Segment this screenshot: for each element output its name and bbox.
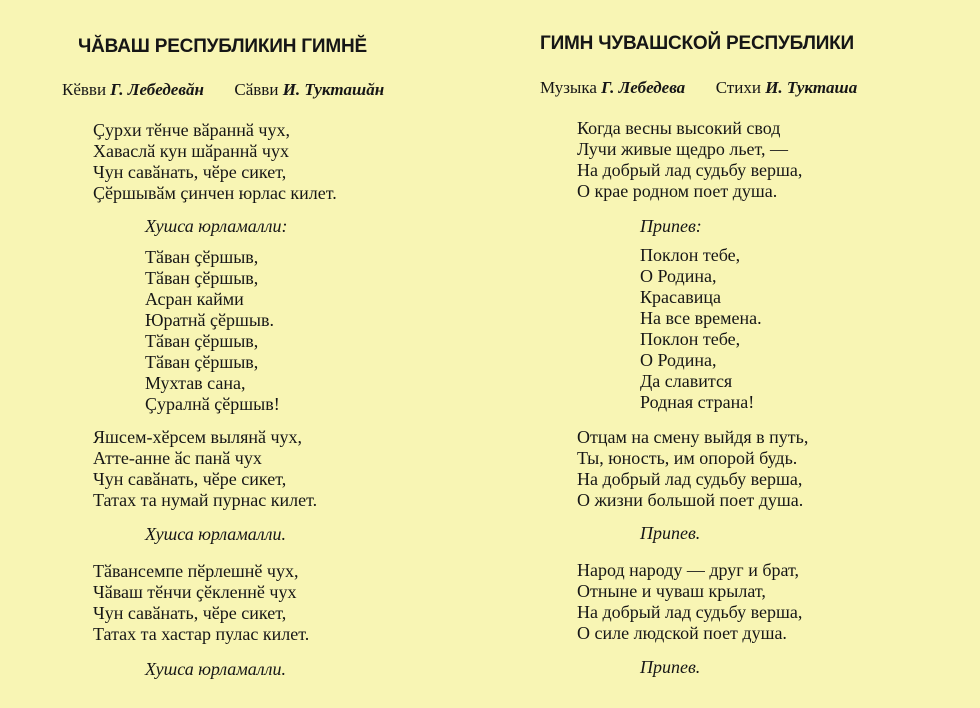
chuvash-credits	[62, 80, 384, 100]
verse-3	[577, 560, 802, 644]
russian-credits	[540, 78, 857, 98]
verse-1	[93, 120, 337, 204]
verse-line: Народ народу — друг и брат,	[577, 560, 800, 580]
lyricist-name: И. Тукташӑн	[282, 80, 385, 99]
refrain-label: Припев.	[640, 657, 701, 677]
verse-line: На добрый лад судьбу верша,	[577, 602, 803, 622]
refrain-label: Хушса юрламалли.	[145, 659, 286, 679]
verse-line: Чун савӑнать, чӗре сикет,	[93, 162, 287, 182]
verse-2	[93, 427, 317, 511]
verse-line: Татах та хастар пулас килет.	[93, 624, 310, 644]
verse-1	[577, 118, 802, 202]
music-label: Музыка	[540, 78, 597, 97]
verse-line: Атте-анне ӑс панӑ чух	[93, 448, 262, 468]
refrain-label: Припев:	[640, 216, 702, 236]
refrain-line: Мухтав сана,	[145, 373, 246, 393]
lyrics-label: Сӑвви	[234, 80, 279, 99]
lyricist-name: И. Тукташа	[765, 78, 858, 97]
refrain-line: О Родина,	[640, 266, 717, 286]
refrain-line: Юратнӑ ҫӗршыв.	[145, 310, 274, 330]
refrain-line: На все времена.	[640, 308, 762, 328]
verse-line: Когда весны высокий свод	[577, 118, 781, 138]
verse-line: Хаваслӑ кун шӑраннӑ чух	[93, 141, 289, 161]
verse-line: Ҫӗршывӑм ҫинчен юрлас килет.	[93, 183, 337, 203]
refrain-label: Хушса юрламалли.	[145, 524, 286, 544]
verse-line: Тӑвансемпе пӗрлешнӗ чух,	[93, 561, 299, 581]
refrain	[145, 247, 280, 415]
verse-3	[93, 561, 309, 645]
verse-line: На добрый лад судьбу верша,	[577, 469, 803, 489]
verse-line: Ҫурхи тӗнче вӑраннӑ чух,	[93, 120, 290, 140]
verse-line: Отныне и чуваш крылат,	[577, 581, 766, 601]
refrain-line: Тӑван ҫӗршыв,	[145, 247, 259, 267]
composer-name: Г. Лебедева	[601, 78, 686, 97]
verse-line: Чӑваш тӗнчи ҫӗкленнӗ чух	[93, 582, 297, 602]
composer-name: Г. Лебедевӑн	[110, 80, 204, 99]
refrain-label: Хушса юрламалли:	[145, 216, 288, 236]
verse-line: Отцам на смену выйдя в путь,	[577, 427, 809, 447]
music-label: Кӗвви	[62, 80, 107, 99]
refrain-label: Припев.	[640, 523, 701, 543]
verse-line: Чун савӑнать, чӗре сикет,	[93, 469, 287, 489]
verse-line: Татах та нумай пурнас килет.	[93, 490, 318, 510]
refrain-line: Да славится	[640, 371, 733, 391]
verse-line: Чун савӑнать, чӗре сикет,	[93, 603, 287, 623]
refrain-line: Поклон тебе,	[640, 329, 741, 349]
refrain-line: Родная страна!	[640, 392, 755, 412]
refrain-line: Тӑван ҫӗршыв,	[145, 331, 259, 351]
verse-line: О силе людской поет душа.	[577, 623, 787, 643]
refrain-line: Асран кайми	[145, 289, 244, 309]
verse-line: Ты, юность, им опорой будь.	[577, 448, 798, 468]
refrain-line: Тӑван ҫӗршыв,	[145, 268, 259, 288]
lyrics-label: Стихи	[715, 78, 761, 97]
refrain-line: Тӑван ҫӗршыв,	[145, 352, 259, 372]
russian-title: ГИМН ЧУВАШСКОЙ РЕСПУБЛИКИ	[540, 33, 855, 54]
verse-line: Яшсем-хӗрсем вылянӑ чух,	[93, 427, 303, 447]
refrain-line: Ҫуралнӑ ҫӗршыв!	[145, 394, 280, 414]
verse-line: Лучи живые щедро льет, —	[577, 139, 789, 159]
verse-line: О жизни большой поет душа.	[577, 490, 804, 510]
verse-2	[577, 427, 808, 511]
refrain	[640, 245, 762, 413]
chuvash-title: ЧӐВАШ РЕСПУБЛИКИН ГИМНӖ	[78, 36, 367, 57]
verse-line: О крае родном поет душа.	[577, 181, 778, 201]
refrain-line: Красавица	[640, 287, 721, 307]
verse-line: На добрый лад судьбу верша,	[577, 160, 803, 180]
refrain-line: Поклон тебе,	[640, 245, 741, 265]
refrain-line: О Родина,	[640, 350, 717, 370]
